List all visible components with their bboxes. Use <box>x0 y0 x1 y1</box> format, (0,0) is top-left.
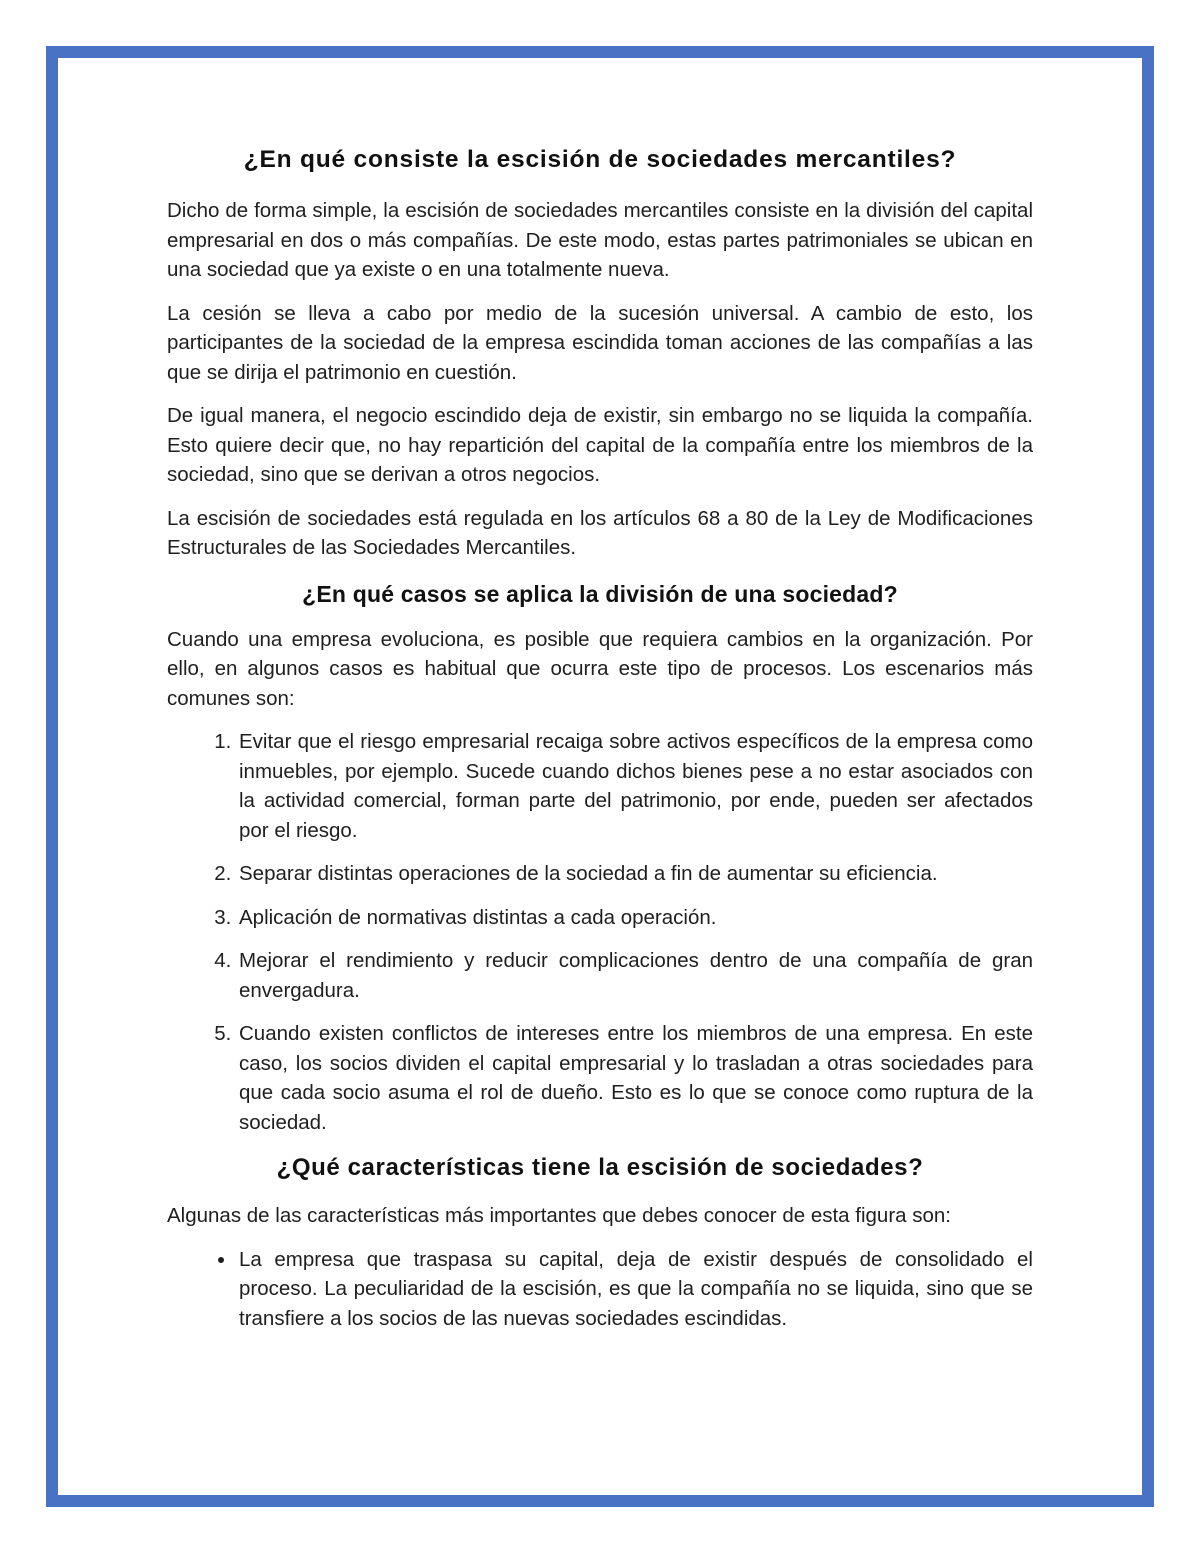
section-heading-escision: ¿En qué consiste la escisión de sociedades mercantiles? <box>243 146 957 173</box>
paragraph: Algunas de las características más importantes que debes conocer de esta figura son: <box>167 1204 951 1227</box>
list-item: 1. Evitar que el riesgo empresarial recaiga sobre activos específicos de la empresa como inmuebles, por ejemplo. Sucede cuando dichos bienes pese a no estar asociados con la actividad comercial, forman parte del patrimonio, por ende, pueden ser afectados por el riesgo. <box>237 727 1033 845</box>
list-item: 3. Aplicación de normativas distintas a cada operación. <box>237 903 1033 933</box>
paragraph: Cuando una empresa evoluciona, es posible que requiera cambios en la organización. Por ello, en algunos casos es habitual que ocurra este tipo de procesos. Los escenarios más comunes son: <box>167 627 1033 710</box>
paragraph: Dicho de forma simple, la escisión de sociedades mercantiles consiste en la división del capital empresarial en dos o más compañías. De este modo, estas partes patrimoniales se ubican en una sociedad que ya existe o en una totalmente nueva. <box>167 199 1033 281</box>
paragraph: De igual manera, el negocio escindido deja de existir, sin embargo no se liquida la compañía. Esto quiere decir que, no hay repartición del capital de la compañía entre los miembros de la sociedad, sino que se derivan a otros negocios. <box>167 404 1033 486</box>
list-item: 5. Cuando existen conflictos de intereses entre los miembros de una empresa. En este caso, los socios dividen el capital empresarial y lo trasladan a otras sociedades para que cada socio asuma el rol de dueño. Esto es lo que se conoce como ruptura de la sociedad. <box>237 1019 1033 1137</box>
section-heading-caracteristicas: ¿Qué características tiene la escisión de sociedades? <box>276 1154 924 1181</box>
paragraph: La cesión se lleva a cabo por medio de la sucesión universal. A cambio de esto, los participantes de la sociedad de la empresa escindida toman acciones de las compañías a las que se dirija el patrimonio en cuestión. <box>167 301 1033 384</box>
section-heading-casos: ¿En qué casos se aplica la división de una sociedad? <box>302 580 898 607</box>
paragraph: La escisión de sociedades está regulada en los artículos 68 a 80 de la Ley de Modificaciones Estructurales de las Sociedades Mercantiles. <box>167 506 1033 559</box>
list-item: 2. Separar distintas operaciones de la sociedad a fin de aumentar su eficiencia. <box>237 859 1033 889</box>
list-item: • La empresa que traspasa su capital, deja de existir después de consolidado el proceso. La peculiaridad de la escisión, es que la compañía no se liquida, sino que se transfiere a los socios de las nuevas sociedades escindidas. <box>237 1245 1033 1334</box>
document-body <box>167 142 1033 1347</box>
list-item: 4. Mejorar el rendimiento y reducir complicaciones dentro de una compañía de gran envergadura. <box>237 946 1033 1005</box>
numbered-list <box>167 727 1033 1137</box>
bullet-list <box>167 1245 1033 1334</box>
